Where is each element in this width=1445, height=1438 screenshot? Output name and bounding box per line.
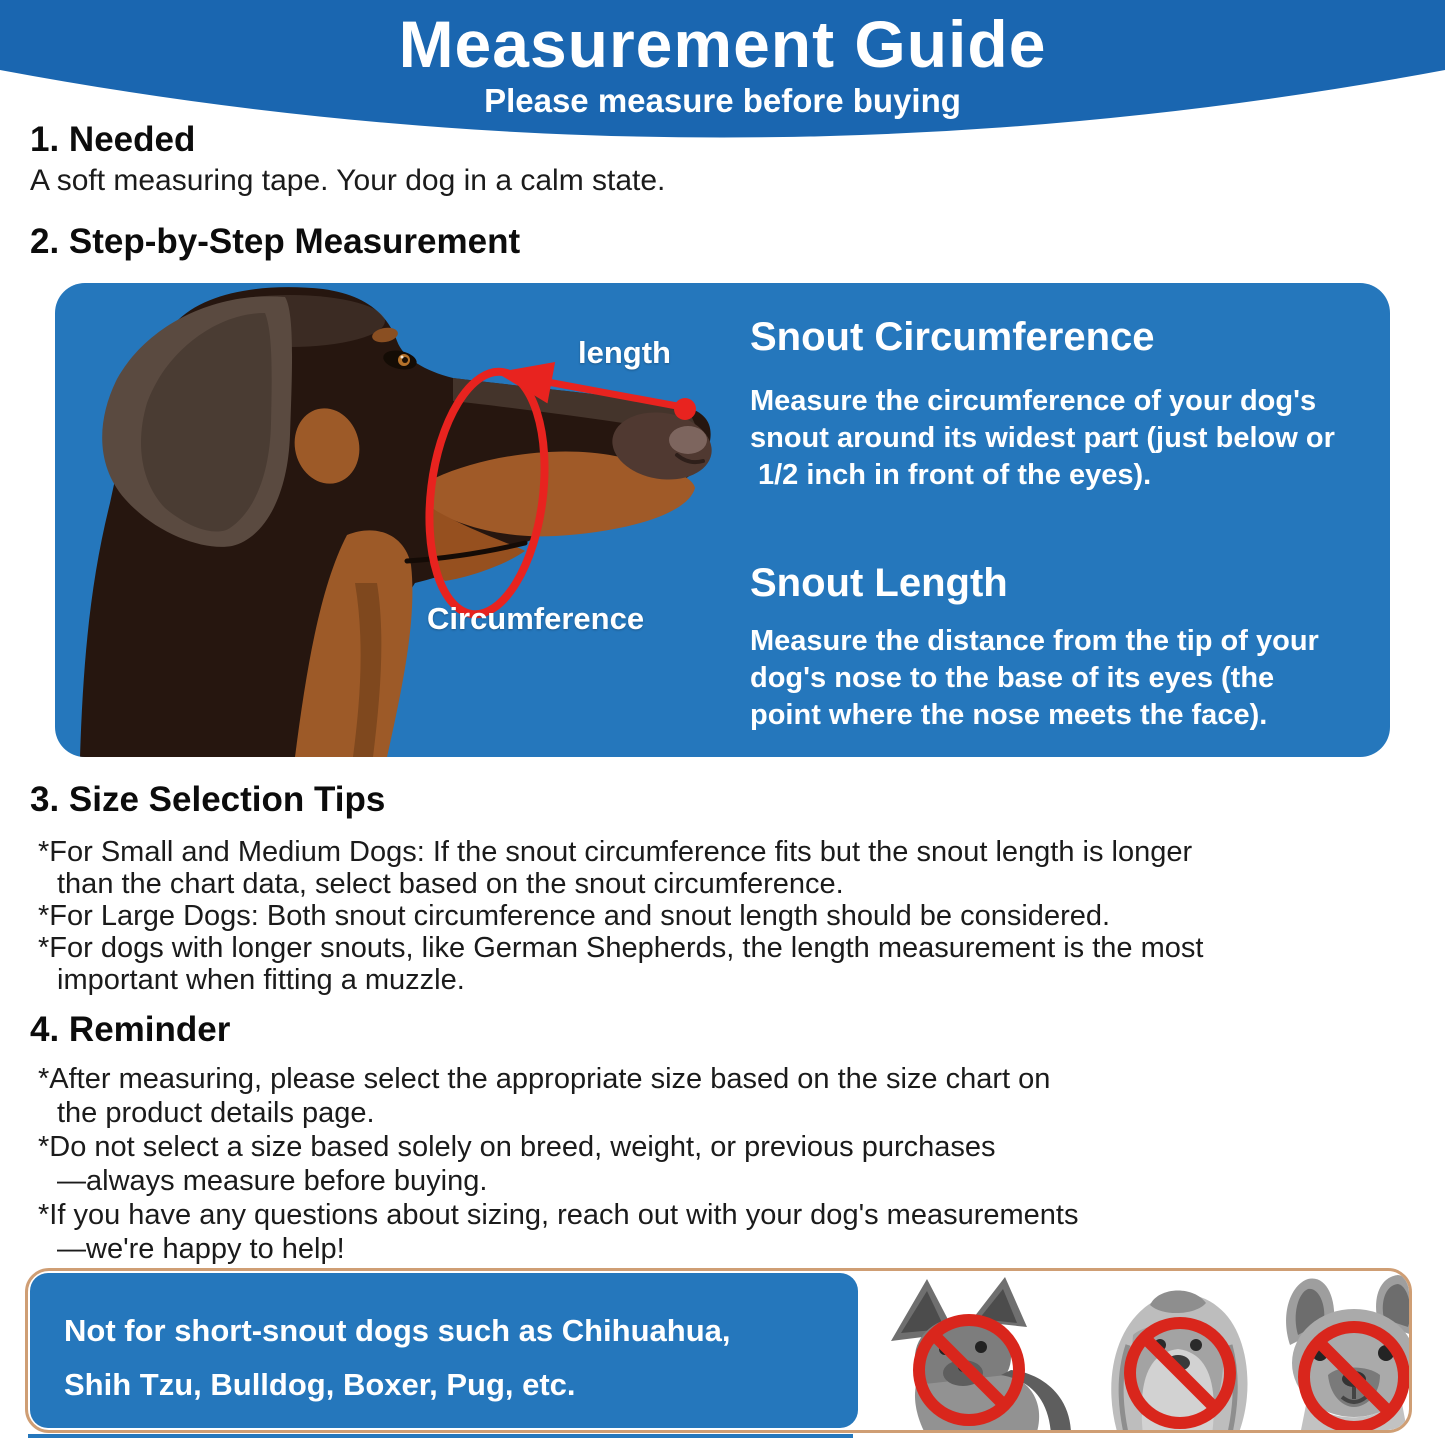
reminder-line: the product details page. — [57, 1097, 375, 1129]
page-subtitle: Please measure before buying — [484, 82, 961, 119]
sl-line: point where the nose meets the face). — [750, 699, 1268, 731]
tip-line: *For Large Dogs: Both snout circumference and snout length should be considered. — [38, 900, 1111, 932]
sl-line: dog's nose to the base of its eyes (the — [750, 662, 1275, 694]
sc-line: 1/2 inch in front of the eyes). — [758, 459, 1152, 491]
reminder-line: —always measure before buying. — [57, 1165, 488, 1197]
footer-note-line: Not for short-snout dogs such as Chihuahua, — [64, 1313, 731, 1348]
snout-circumference-title: Snout Circumference — [750, 315, 1155, 359]
footer-note-background — [30, 1273, 858, 1428]
tip-line: than the chart data, select based on the snout circumference. — [57, 868, 844, 900]
tip-line: *For Small and Medium Dogs: If the snout circumference fits but the snout length is longer — [38, 836, 1193, 868]
sc-line: Measure the circumference of your dog's — [750, 385, 1317, 417]
measurement-diagram-panel — [55, 283, 1390, 757]
section-heading-needed: 1. Needed — [30, 120, 196, 159]
reminder-line: *If you have any questions about sizing, reach out with your dog's measurements — [38, 1199, 1079, 1231]
reminder-line: —we're happy to help! — [57, 1233, 345, 1265]
section-heading-tips: 3. Size Selection Tips — [30, 780, 386, 819]
snout-length-text — [750, 623, 1390, 734]
tip-line: important when fitting a muzzle. — [57, 964, 465, 996]
snout-circumference-text — [750, 383, 1390, 494]
not-for-short-snout-panel — [25, 1268, 1412, 1433]
shih-tzu-no-icon — [1088, 1275, 1268, 1433]
sc-line: snout around its widest part (just below or — [750, 422, 1335, 454]
french-bulldog-no-icon — [1268, 1275, 1412, 1433]
page-title: Measurement Guide — [398, 7, 1047, 81]
snout-length-title: Snout Length — [750, 561, 1008, 605]
sl-line: Measure the distance from the tip of your — [750, 625, 1319, 657]
section-heading-reminder: 4. Reminder — [30, 1010, 231, 1049]
tip-line: *For dogs with longer snouts, like German Shepherds, the length measurement is the most — [38, 932, 1204, 964]
reminder-line: *Do not select a size based solely on breed, weight, or previous purchases — [38, 1131, 996, 1163]
footer-note-line: Shih Tzu, Bulldog, Boxer, Pug, etc. — [64, 1367, 576, 1402]
reminder-list — [38, 1062, 1078, 1266]
section-heading-steps: 2. Step-by-Step Measurement — [30, 222, 521, 261]
needed-body: A soft measuring tape. Your dog in a calm state. — [30, 164, 666, 197]
tips-list — [38, 836, 1203, 996]
reminder-line: *After measuring, please select the appropriate size based on the size chart on — [38, 1063, 1051, 1095]
circumference-label: Circumference — [427, 601, 645, 636]
chihuahua-no-icon — [871, 1275, 1086, 1433]
bottom-panel-edge — [28, 1434, 853, 1438]
length-label: length — [578, 335, 671, 370]
